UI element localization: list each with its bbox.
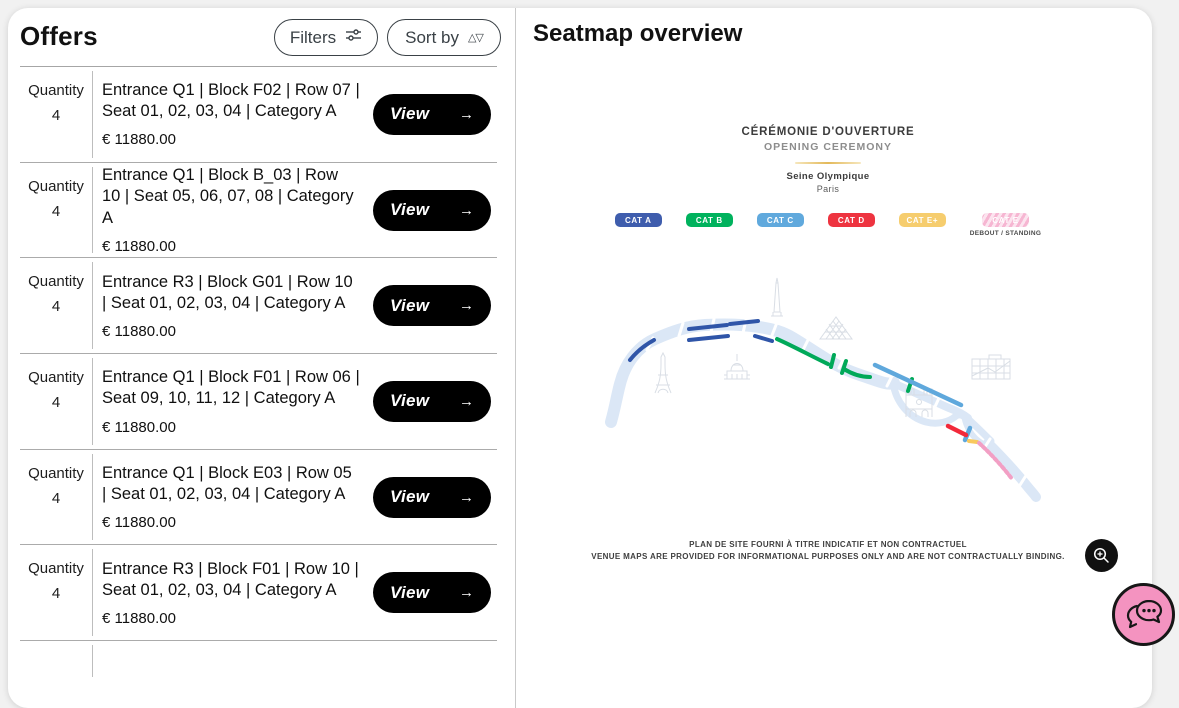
offer-details — [102, 80, 360, 148]
offer-description: Entrance Q1 | Block F02 | Row 07 | Seat 01, 02, 03, 04 | Category A — [102, 81, 360, 121]
seatmap-figure — [572, 126, 1084, 564]
sort-by-label: Sort by — [405, 27, 459, 47]
quantity-value: 4 — [51, 107, 61, 124]
legend-cat-c: CAT C — [757, 213, 804, 227]
arrow-right-icon: → — [459, 584, 474, 602]
quantity-value: 4 — [51, 489, 61, 507]
view-button[interactable] — [373, 572, 491, 613]
offer-price: € 11880.00 — [102, 322, 176, 340]
cat-e-plus-segment — [969, 441, 977, 442]
view-label: View — [390, 582, 430, 602]
sliders-icon — [345, 27, 362, 48]
view-label: View — [390, 295, 430, 315]
category-legend — [572, 213, 1084, 237]
landmark-icons — [655, 278, 1010, 417]
seine-river — [611, 324, 1036, 497]
bridges — [647, 319, 1027, 485]
view-label: View — [390, 391, 430, 411]
offer-price: € 11880.00 — [102, 418, 176, 436]
zoom-in-button[interactable] — [1085, 539, 1118, 572]
quantity-label: Quantity — [28, 464, 84, 482]
quantity-label: Quantity — [28, 177, 84, 195]
offer-details — [102, 272, 360, 340]
offer-details — [102, 367, 360, 435]
offers-panel — [8, 8, 515, 708]
offer-price: € 11880.00 — [102, 514, 176, 532]
offer-details — [102, 559, 360, 627]
seatmap-panel — [516, 8, 1152, 708]
offer-row — [20, 258, 497, 354]
row-vertical-rule — [92, 358, 93, 445]
filters-label: Filters — [289, 27, 337, 47]
offer-description: Entrance Q1 | Block B_03 | Row 10 | Seat 05, 06, 07, 08 | Category A — [102, 166, 354, 227]
offer-details — [102, 165, 360, 254]
seatmap-title: Seatmap overview — [533, 20, 743, 47]
offer-description: Entrance R3 | Block F01 | Row 10 | Seat 01, 02, 03, 04 | Category A — [102, 559, 359, 599]
arrow-right-icon: → — [459, 105, 474, 123]
main-card — [8, 8, 1152, 708]
sort-triangles-icon: △▽ — [467, 32, 483, 44]
sort-by-button[interactable] — [387, 19, 501, 56]
offers-header — [8, 8, 515, 66]
magnifier-plus-icon — [1092, 546, 1111, 565]
legend-cat-d: CAT D — [828, 213, 875, 227]
disclaimer-fr: PLAN DE SITE FOURNI À TITRE INDICATIF ET NON CONTRACTUEL — [689, 540, 967, 549]
quantity-label: Quantity — [28, 369, 84, 387]
view-label: View — [390, 200, 430, 220]
offer-description: Entrance Q1 | Block E03 | Row 05 | Seat 01, 02, 03, 04 | Category A — [102, 463, 352, 504]
legend-cat-e: CAT E DEBOUT / STANDING — [970, 213, 1041, 237]
chat-button[interactable] — [1112, 583, 1175, 646]
row-vertical-rule — [92, 71, 93, 158]
eiffel-tower-icon — [655, 353, 671, 393]
cat-d-segment — [948, 426, 966, 435]
offer-description: Entrance Q1 | Block F01 | Row 06 | Seat 09, 10, 11, 12 | Category A — [102, 368, 360, 408]
quantity-column — [20, 354, 92, 449]
city-blocks-icon — [972, 355, 1010, 379]
quantity-label: Quantity — [28, 273, 84, 291]
legend-cat-a: CAT A — [615, 213, 662, 227]
arrow-right-icon: → — [459, 297, 474, 315]
legend-cat-e-: CAT E+ — [899, 213, 946, 227]
view-button[interactable] — [373, 190, 491, 231]
legend-cat-b: CAT B — [686, 213, 733, 227]
quantity-column — [20, 67, 92, 162]
arrow-right-icon: → — [459, 488, 474, 506]
quantity-value: 4 — [51, 394, 61, 412]
legend-sub-label: DEBOUT / STANDING — [969, 230, 1042, 237]
event-title-fr: CÉRÉMONIE D'OUVERTURE — [741, 126, 915, 138]
offer-row — [20, 67, 497, 163]
map-disclaimer — [572, 539, 1084, 564]
quantity-column — [20, 450, 92, 545]
quantity-value: 4 — [51, 298, 61, 316]
offer-row — [20, 450, 497, 546]
row-vertical-rule — [92, 454, 93, 541]
quantity-column — [20, 163, 92, 258]
quantity-column — [20, 258, 92, 353]
arrow-right-icon: → — [459, 392, 474, 410]
offer-price: € 11880.00 — [102, 237, 176, 255]
quantity-value: 4 — [51, 202, 61, 220]
view-button[interactable] — [373, 381, 491, 422]
offer-price: € 11880.00 — [102, 609, 176, 627]
offer-row — [20, 354, 497, 450]
seine-river-map — [593, 250, 1063, 515]
category-segments — [630, 321, 1012, 479]
venue-name: Seine Olympique — [786, 171, 870, 182]
view-button[interactable] — [373, 477, 491, 518]
row-vertical-rule — [92, 549, 93, 636]
quantity-label: Quantity — [28, 560, 84, 578]
venue-city: Paris — [816, 184, 840, 194]
louvre-pyramid-icon — [820, 317, 852, 339]
offer-description: Entrance R3 | Block G01 | Row 10 | Seat 01, 02, 03, 04 | Category A — [102, 272, 353, 312]
row-vertical-rule — [92, 167, 93, 254]
quantity-label: Quantity — [28, 82, 84, 99]
disclaimer-en: VENUE MAPS ARE PROVIDED FOR INFORMATIONAL PURPOSES ONLY AND ARE NOT CONTRACTUALLY BINDING. — [591, 552, 1065, 562]
offer-details — [102, 463, 360, 531]
event-title-en: OPENING CEREMONY — [763, 141, 892, 153]
filters-button[interactable] — [274, 19, 378, 56]
offer-price: € 11880.00 — [102, 131, 176, 149]
offers-title: Offers — [20, 21, 98, 51]
chat-bubbles-icon — [1125, 598, 1163, 632]
row-vertical-rule — [92, 262, 93, 349]
quantity-column — [20, 545, 92, 640]
offers-list — [20, 67, 497, 681]
gold-divider — [795, 162, 861, 164]
view-label: View — [390, 487, 430, 507]
offer-row — [20, 163, 497, 259]
concorde-obelisk-icon — [771, 278, 783, 316]
offer-row — [20, 545, 497, 641]
view-label: View — [390, 104, 430, 124]
offer-row-partial — [20, 641, 497, 681]
quantity-value: 4 — [51, 585, 61, 603]
invalides-dome-icon — [724, 354, 750, 379]
view-button[interactable] — [373, 94, 491, 135]
view-button[interactable] — [373, 285, 491, 326]
arrow-right-icon: → — [459, 201, 474, 219]
